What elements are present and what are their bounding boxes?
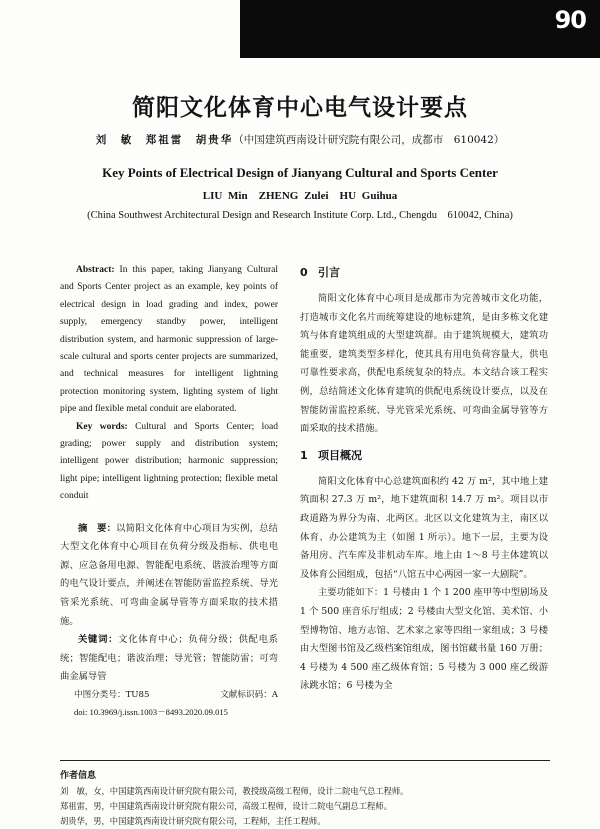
affiliation-en: (China Southwest Architectural Design and Research Institute Corp. Ltd., Chengdu 610042, China) bbox=[87, 210, 513, 221]
section-0-heading: 0 引言 bbox=[300, 266, 340, 279]
section-0-text: 简阳文化体育中心项目是成都市为完善城市文化功能，打造城市文化名片而统筹建设的地标建筑，是由多栋文化建筑与体育建筑组成的大型建筑群。由于建筑规模大，建筑功能重要，建筑类型多样化，使其具有用电负荷容量大，供电可靠性要求高，供配电系统复杂的特点。本文结合该工程实例，总结简述文化体育建筑的供配电系统设计要点，以及在智能防雷监控系统、导光管采光系统、可弯曲金属导管等方面采取的技术措施。 bbox=[300, 293, 548, 435]
section-1-heading: 1 项目概况 bbox=[300, 448, 362, 462]
doi: doi: 10.3969/j.issn.1003－8493.2020.09.015 bbox=[74, 707, 228, 718]
left-column bbox=[60, 262, 278, 721]
footer-divider bbox=[60, 760, 550, 761]
title-en: Key Points of Electrical Design of Jianyang Cultural and Sports Center bbox=[102, 165, 498, 180]
author-names-cn: 刘 敏 郑祖雷 胡贵华 bbox=[95, 134, 234, 146]
author-info-line: 郑祖雷，男，中国建筑西南设计研究院有限公司，高级工程师，设计二院电气副总工程师。 bbox=[60, 801, 392, 811]
issue-number: 90 bbox=[554, 6, 586, 34]
keywords-en-label: Key words: bbox=[76, 421, 128, 432]
author-info bbox=[60, 768, 560, 829]
abstract-cn-label: 摘 要： bbox=[78, 522, 117, 534]
keywords-en bbox=[60, 419, 278, 506]
clc-number: 中图分类号：TU85 bbox=[74, 690, 150, 701]
abstract-en bbox=[60, 262, 278, 419]
author-info-line: 刘 敏，女，中国建筑西南设计研究院有限公司，教授级高级工程师，设计二院电气总工程师。 bbox=[60, 786, 409, 796]
affiliation-cn: （中国建筑西南设计研究院有限公司，成都市 610042） bbox=[233, 134, 505, 146]
author-info-heading: 作者信息 bbox=[60, 771, 97, 781]
keywords-cn-text: 文化体育中心；负荷分级；供配电系统；智能配电；谐波治理；导光管；智能防雷；可弯曲金属导管 bbox=[60, 634, 278, 683]
right-column bbox=[300, 262, 548, 696]
abstract-cn bbox=[60, 520, 278, 632]
keywords-cn-label: 关键词： bbox=[78, 634, 119, 646]
abstract-cn-text: 以简阳文化体育中心项目为实例，总结大型文化体育中心项目在负荷分级及指标、供电电源、应急备用电源、智能配电系统、谐波治理等方面的电气设计要点，并阐述在智能防雷监控系统、导光管采光系统、可弯曲金属导管等方面采取的技术措施。 bbox=[60, 522, 278, 627]
section-1-para-2: 主要功能如下：1 号楼由 1 个 1 200 座甲等中型剧场及 1 个 500 座音乐厅组成；2 号楼由大型文化馆、美术馆、小型博物馆、地方志馆、艺术家之家等四组一家组成；3 号楼由大型图书馆及乙级档案馆组成，图书馆藏书量 160 万册；4 号楼为 4 500 座乙级体育馆；5 号楼为 3 000 座乙级游泳跳水馆；6 号楼为全 bbox=[300, 587, 548, 692]
journal-header-bar bbox=[240, 0, 600, 58]
title-cn: 简阳文化体育中心电气设计要点 bbox=[132, 95, 468, 121]
authors-cn bbox=[0, 132, 600, 147]
section-1-para-1: 简阳文化体育中心总建筑面积约 42 万 m²，其中地上建筑面积 27.3 万 m²，地下建筑面积 14.7 万 m²。项目以市政道路为界分为南、北两区。北区以文化建筑为主，南区以体育、办公建筑为主（如图 1 所示）。地下一层，主要为设备用房、汽车库及非机动车库。地上由 1～8 号主体建筑以及体育公园组成，包括“八馆五中心两园一家一大剧院”。 bbox=[300, 475, 548, 580]
keywords-cn bbox=[60, 631, 278, 687]
abstract-en-label: Abstract: bbox=[76, 265, 115, 275]
authors-en: LIU Min ZHENG Zulei HU Guihua bbox=[202, 190, 398, 202]
document-code: 文献标识码：A bbox=[220, 690, 278, 701]
keywords-en-text: Cultural and Sports Center; load grading; power supply and distribution system; intelligent power distribution; harmonic suppression; light pipe; intelligent lightning protection; flexible metal conduit bbox=[60, 421, 279, 502]
classification-row bbox=[60, 687, 278, 704]
abstract-en-text: In this paper, taking Jianyang Cultural and Sports Center project as an example, key points of electrical design in load grading and index, power supply, emergency standby power, intelligent distribution system, and harmonic suppression of large-scale cultural and sports center projects are summarized, and technical measures for intelligent lightning protection monitoring system, lighting system of light pipe and flexible metal conduit are elaborated. bbox=[60, 265, 278, 415]
author-info-line: 胡贵华，男，中国建筑西南设计研究院有限公司，工程师，主任工程师。 bbox=[60, 816, 326, 826]
